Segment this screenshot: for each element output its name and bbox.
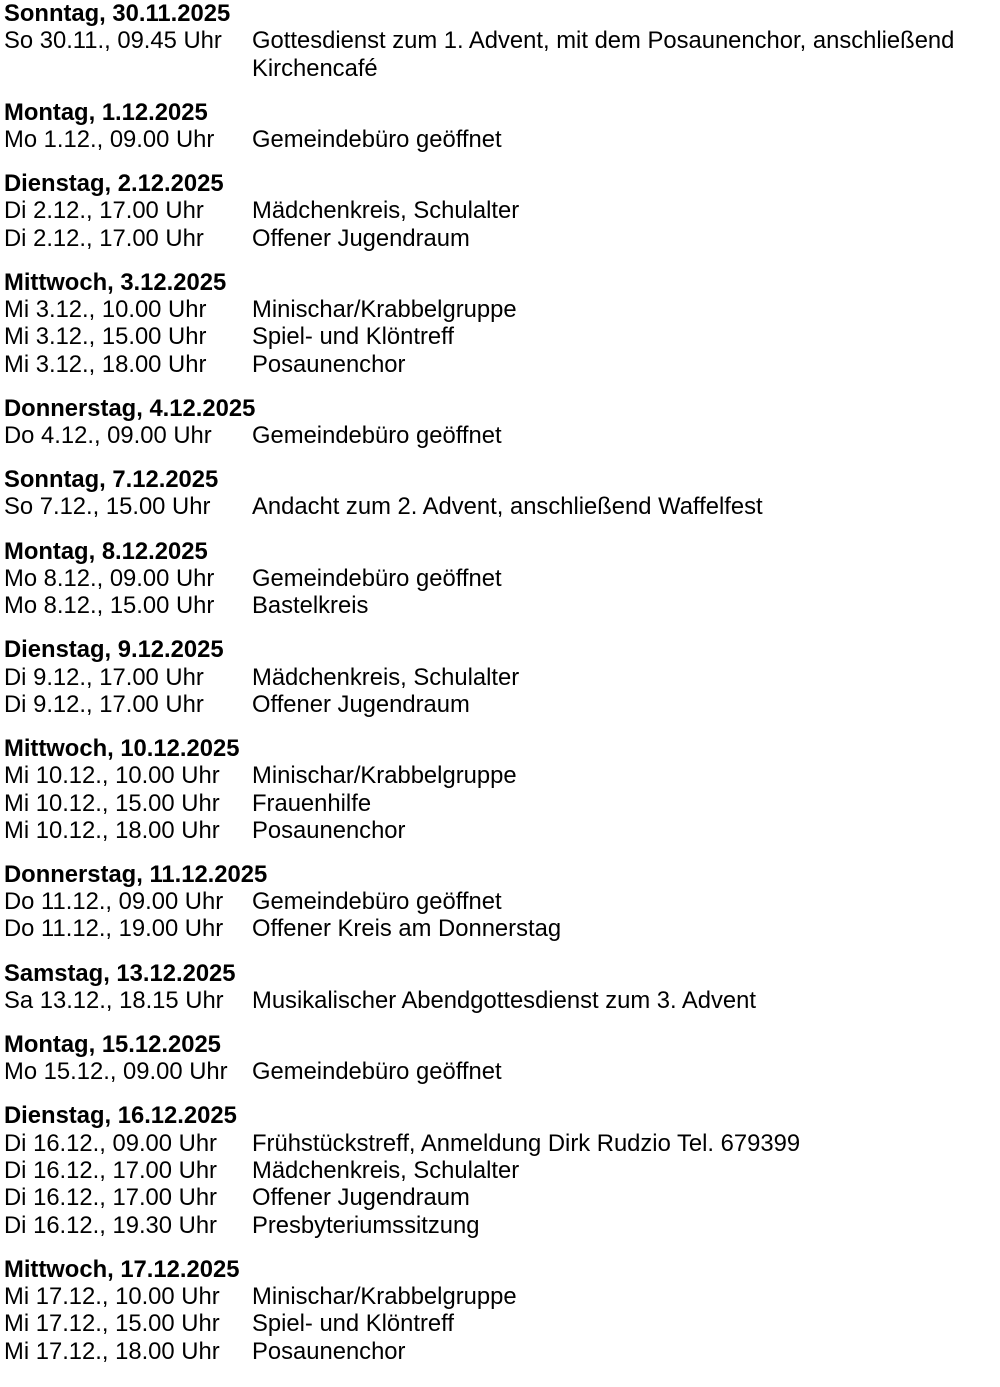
event-description: Gottesdienst zum 1. Advent, mit dem Posaunenchor, anschließend Kirchencafé [252,27,955,82]
event-time: Mi 17.12., 18.00 Uhr [4,1337,220,1365]
event-time: Mi 3.12., 10.00 Uhr [4,296,207,324]
event-row [4,592,992,619]
event-time: Mi 17.12., 15.00 Uhr [4,1310,220,1338]
event-row [4,664,992,691]
event-description: Offener Jugendraum [252,690,470,718]
event-row [4,493,992,520]
event-description: Posaunenchor [252,350,406,378]
event-time: Mi 10.12., 10.00 Uhr [4,762,220,790]
event-time: Di 16.12., 17.00 Uhr [4,1156,217,1184]
event-description: Spiel- und Klöntreff [252,1310,454,1338]
event-row [4,565,992,592]
event-row [4,817,992,844]
event-description: Musikalischer Abendgottesdienst zum 3. Advent [252,986,756,1014]
day-heading: Donnerstag, 4.12.2025 [4,394,256,422]
day-group [4,861,992,943]
event-description: Bastelkreis [252,592,369,620]
event-description: Frühstückstreff, Anmeldung Dirk Rudzio Tel. 679399 [252,1129,801,1157]
day-heading: Mittwoch, 3.12.2025 [4,268,227,296]
event-time: Mi 10.12., 15.00 Uhr [4,789,220,817]
event-row [4,1058,992,1085]
day-heading: Dienstag, 2.12.2025 [4,170,224,198]
event-time: Di 9.12., 17.00 Uhr [4,663,204,691]
event-description: Gemeindebüro geöffnet [252,422,502,450]
day-heading: Dienstag, 9.12.2025 [4,636,224,664]
event-time: Di 2.12., 17.00 Uhr [4,224,204,252]
event-description: Offener Kreis am Donnerstag [252,915,562,943]
event-description: Spiel- und Klöntreff [252,323,454,351]
event-row [4,296,992,323]
event-time: Mo 8.12., 09.00 Uhr [4,564,215,592]
event-description: Mädchenkreis, Schulalter [252,1156,520,1184]
event-description: Presbyteriumssitzung [252,1211,480,1239]
event-time: Do 4.12., 09.00 Uhr [4,422,212,450]
event-row [4,1212,992,1239]
event-time: So 30.11., 09.45 Uhr [4,27,222,55]
day-heading: Donnerstag, 11.12.2025 [4,860,268,888]
day-group [4,395,992,450]
event-time: Do 11.12., 19.00 Uhr [4,915,224,943]
day-heading: Sonntag, 7.12.2025 [4,466,219,494]
event-description: Andacht zum 2. Advent, anschließend Waffelfest [252,493,763,521]
day-group [4,1031,992,1086]
event-row [4,27,992,82]
event-time: Mi 3.12., 15.00 Uhr [4,323,207,351]
day-heading: Sonntag, 30.11.2025 [4,0,231,27]
event-description: Offener Jugendraum [252,224,470,252]
event-row [4,351,992,378]
event-row [4,225,992,252]
day-group [4,1102,992,1238]
event-row [4,323,992,350]
event-row [4,987,992,1014]
event-time: Mo 8.12., 15.00 Uhr [4,592,215,620]
event-time: Di 16.12., 17.00 Uhr [4,1184,217,1212]
event-time: Di 16.12., 19.30 Uhr [4,1211,217,1239]
event-row [4,1310,992,1337]
event-time: Mi 17.12., 10.00 Uhr [4,1282,220,1310]
event-time: So 7.12., 15.00 Uhr [4,493,211,521]
event-row [4,762,992,789]
event-row [4,888,992,915]
event-row [4,1184,992,1211]
event-time: Mo 15.12., 09.00 Uhr [4,1058,228,1086]
event-time: Di 16.12., 09.00 Uhr [4,1129,217,1157]
event-time: Di 9.12., 17.00 Uhr [4,690,204,718]
event-description: Gemeindebüro geöffnet [252,125,502,153]
event-description: Posaunenchor [252,816,406,844]
day-heading: Dienstag, 16.12.2025 [4,1102,237,1130]
day-heading: Mittwoch, 10.12.2025 [4,734,240,762]
day-group [4,269,992,378]
event-row [4,126,992,153]
event-row [4,1157,992,1184]
event-time: Mo 1.12., 09.00 Uhr [4,125,215,153]
event-schedule [4,0,992,1365]
day-group [4,538,992,620]
event-description: Offener Jugendraum [252,1184,470,1212]
day-heading: Montag, 8.12.2025 [4,537,208,565]
day-heading: Samstag, 13.12.2025 [4,959,236,987]
event-description: Gemeindebüro geöffnet [252,888,502,916]
day-group [4,466,992,521]
event-row [4,790,992,817]
event-time: Do 11.12., 09.00 Uhr [4,888,224,916]
event-row [4,422,992,449]
event-description: Minischar/Krabbelgruppe [252,1282,517,1310]
event-time: Mi 3.12., 18.00 Uhr [4,350,207,378]
event-row [4,1338,992,1365]
event-description: Gemeindebüro geöffnet [252,564,502,592]
event-description: Frauenhilfe [252,789,372,817]
day-group [4,0,992,82]
event-description: Gemeindebüro geöffnet [252,1058,502,1086]
event-row [4,915,992,942]
day-group [4,99,992,154]
day-group [4,636,992,718]
event-time: Di 2.12., 17.00 Uhr [4,197,204,225]
event-description: Mädchenkreis, Schulalter [252,197,520,225]
event-row [4,1283,992,1310]
day-heading: Mittwoch, 17.12.2025 [4,1255,240,1283]
event-time: Sa 13.12., 18.15 Uhr [4,986,224,1014]
event-description: Mädchenkreis, Schulalter [252,663,520,691]
event-description: Minischar/Krabbelgruppe [252,762,517,790]
day-group [4,1256,992,1365]
day-heading: Montag, 1.12.2025 [4,98,208,126]
day-group [4,960,992,1015]
day-heading: Montag, 15.12.2025 [4,1030,221,1058]
event-time: Mi 10.12., 18.00 Uhr [4,816,220,844]
event-row [4,197,992,224]
day-group [4,735,992,844]
event-description: Posaunenchor [252,1337,406,1365]
event-description: Minischar/Krabbelgruppe [252,296,517,324]
event-row [4,1130,992,1157]
day-group [4,170,992,252]
event-row [4,691,992,718]
